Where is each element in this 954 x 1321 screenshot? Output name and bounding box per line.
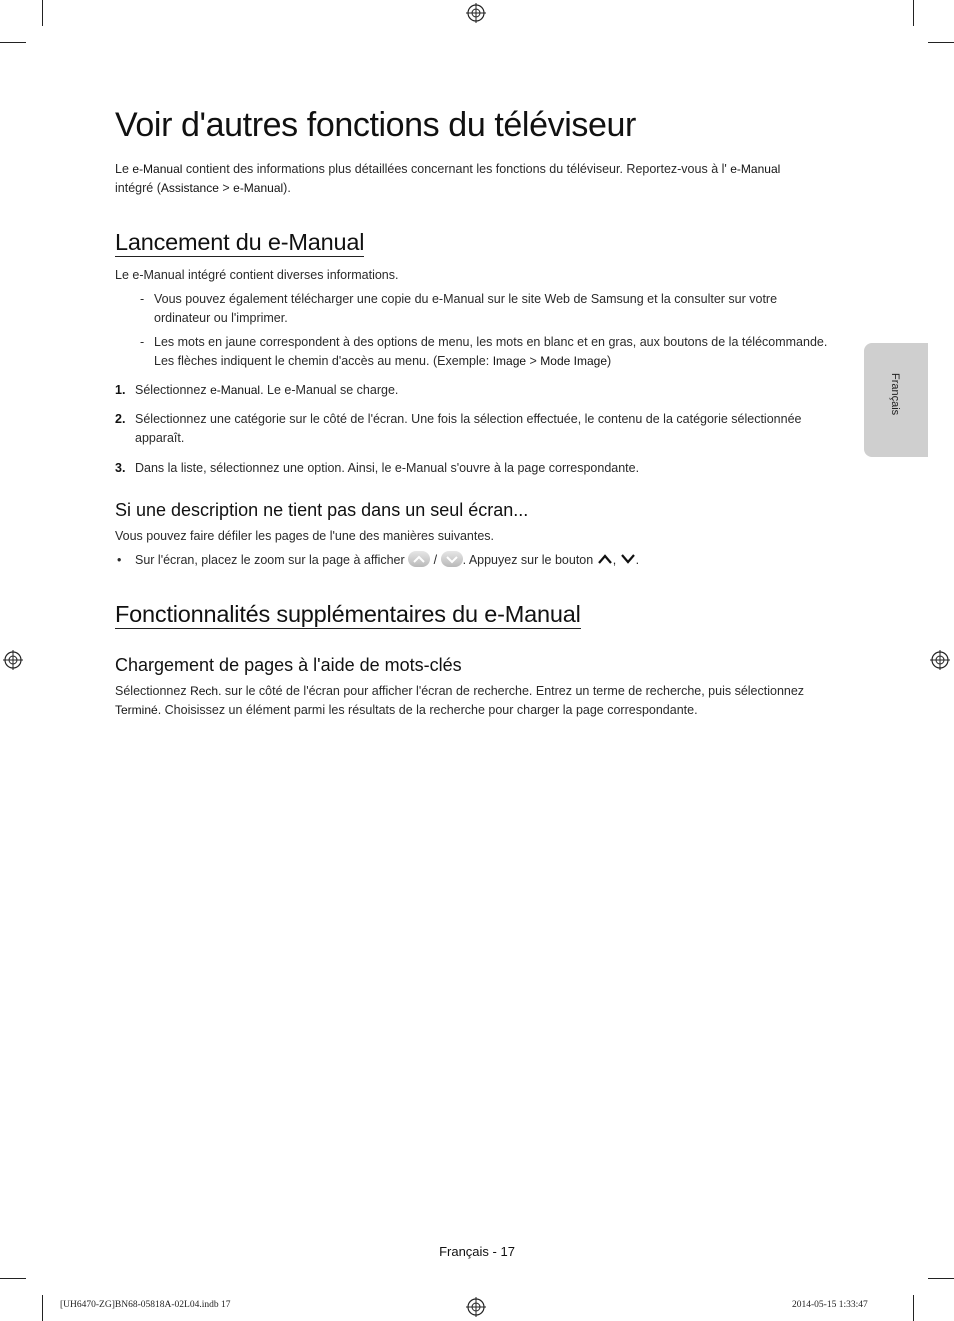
keyword-paragraph (115, 682, 835, 720)
step-text-part: Sélectionnez (135, 383, 211, 397)
ui-term: e-Manual (210, 383, 261, 397)
note-item (115, 333, 835, 373)
paragraph-text: Sélectionnez (115, 684, 191, 698)
step-number: 3. (115, 461, 126, 475)
subsection-heading: Chargement de pages à l'aide de mots-clés (115, 655, 462, 675)
note-text-part: Les mots en jaune correspondent à des options de menu, les mots en blanc et en gras, aux boutons de la télécommande. Les flèches indiquent le chemin d'accès au menu. (Exemple: (154, 335, 828, 368)
section-intro: Le e-Manual intégré contient diverses informations. (115, 268, 399, 282)
note-text (154, 333, 834, 371)
page-number: Français - 17 (439, 1244, 515, 1259)
intro-text: Le (115, 162, 133, 176)
crop-mark (913, 1295, 914, 1321)
chevron-down-icon (620, 553, 636, 565)
step-number: 1. (115, 383, 126, 397)
chevron-down-icon (441, 551, 463, 567)
intro-text: contient des informations plus détaillées concernant les fonctions du téléviseur. Reportez-vous à l' (182, 162, 731, 176)
intro-text: intégré ( (115, 181, 161, 195)
intro-text: > (218, 181, 234, 195)
crop-mark (928, 1278, 954, 1279)
print-slug-left: [UH6470-ZG]BN68-05818A-02L04.indb 17 (60, 1300, 231, 1310)
bullet-text-part: Sur l'écran, placez le zoom sur la page à afficher (135, 553, 409, 567)
language-tab-label: Français (889, 373, 901, 416)
bullet-text-part: . (635, 553, 640, 567)
registration-mark-icon (3, 650, 23, 670)
crop-mark (913, 0, 914, 26)
note-text-part: ) (607, 354, 612, 368)
print-slug-right: 2014-05-15 1:33:47 (792, 1300, 868, 1310)
ui-term: Assistance (160, 181, 219, 195)
chevron-up-icon (408, 551, 430, 567)
subsection-heading: Si une description ne tient pas dans un seul écran... (115, 500, 529, 520)
paragraph-text: . Choisissez un élément parmi les résultats de la recherche pour charger la page correspondante. (157, 703, 698, 717)
intro-paragraph (115, 160, 835, 198)
crop-mark (0, 42, 26, 43)
bullet-text (135, 551, 639, 570)
ui-term: Mode Image (540, 354, 607, 368)
crop-mark (42, 0, 43, 26)
registration-mark-icon (466, 1297, 486, 1317)
step-item (115, 410, 835, 450)
note-dash: - (140, 335, 145, 349)
bullet-text-part: / (430, 553, 441, 567)
ui-term: Rech. (190, 684, 222, 698)
bullet-text-part: . Appuyez sur le bouton (462, 553, 597, 567)
step-text-part: . Le e-Manual se charge. (260, 383, 399, 397)
note-item (115, 290, 835, 330)
registration-mark-icon (466, 3, 486, 23)
ui-term: e-Manual (132, 162, 183, 176)
chevron-up-icon (597, 553, 613, 565)
language-tab (864, 343, 928, 457)
note-text-part: > (526, 354, 541, 368)
page-title: Voir d'autres fonctions du téléviseur (115, 106, 636, 144)
note-text: Vous pouvez également télécharger une copie du e-Manual sur le site Web de Samsung et la consulter sur votre ordinateur ou l'imprimer. (154, 292, 778, 325)
ui-term: Image (492, 354, 527, 368)
section-heading: Lancement du e-Manual (115, 229, 365, 255)
crop-mark (928, 42, 954, 43)
step-item (115, 459, 835, 479)
ui-term: e-Manual (730, 162, 781, 176)
step-item (115, 381, 835, 401)
ui-term: Terminé (115, 703, 158, 717)
note-dash: - (140, 292, 145, 306)
paragraph-text: sur le côté de l'écran pour afficher l'écran de recherche. Entrez un terme de recherche, puis sélectionnez (221, 684, 805, 698)
crop-mark (42, 1295, 43, 1321)
step-text (135, 381, 835, 400)
bullet-text-part: , (612, 553, 620, 567)
step-text: Sélectionnez une catégorie sur le côté de l'écran. Une fois la sélection effectuée, le contenu de la catégorie sélectionnée apparaît. (135, 412, 802, 445)
bullet-dot: • (117, 553, 122, 567)
ui-term: e-Manual (233, 181, 284, 195)
intro-text: ). (283, 181, 291, 195)
registration-mark-icon (930, 650, 950, 670)
section-heading: Fonctionnalités supplémentaires du e-Manual (115, 601, 581, 627)
step-text: Dans la liste, sélectionnez une option. Ainsi, le e-Manual s'ouvre à la page correspondante. (135, 461, 640, 475)
subsection-intro: Vous pouvez faire défiler les pages de l'une des manières suivantes. (115, 529, 495, 543)
step-number: 2. (115, 412, 126, 426)
crop-mark (0, 1278, 26, 1279)
